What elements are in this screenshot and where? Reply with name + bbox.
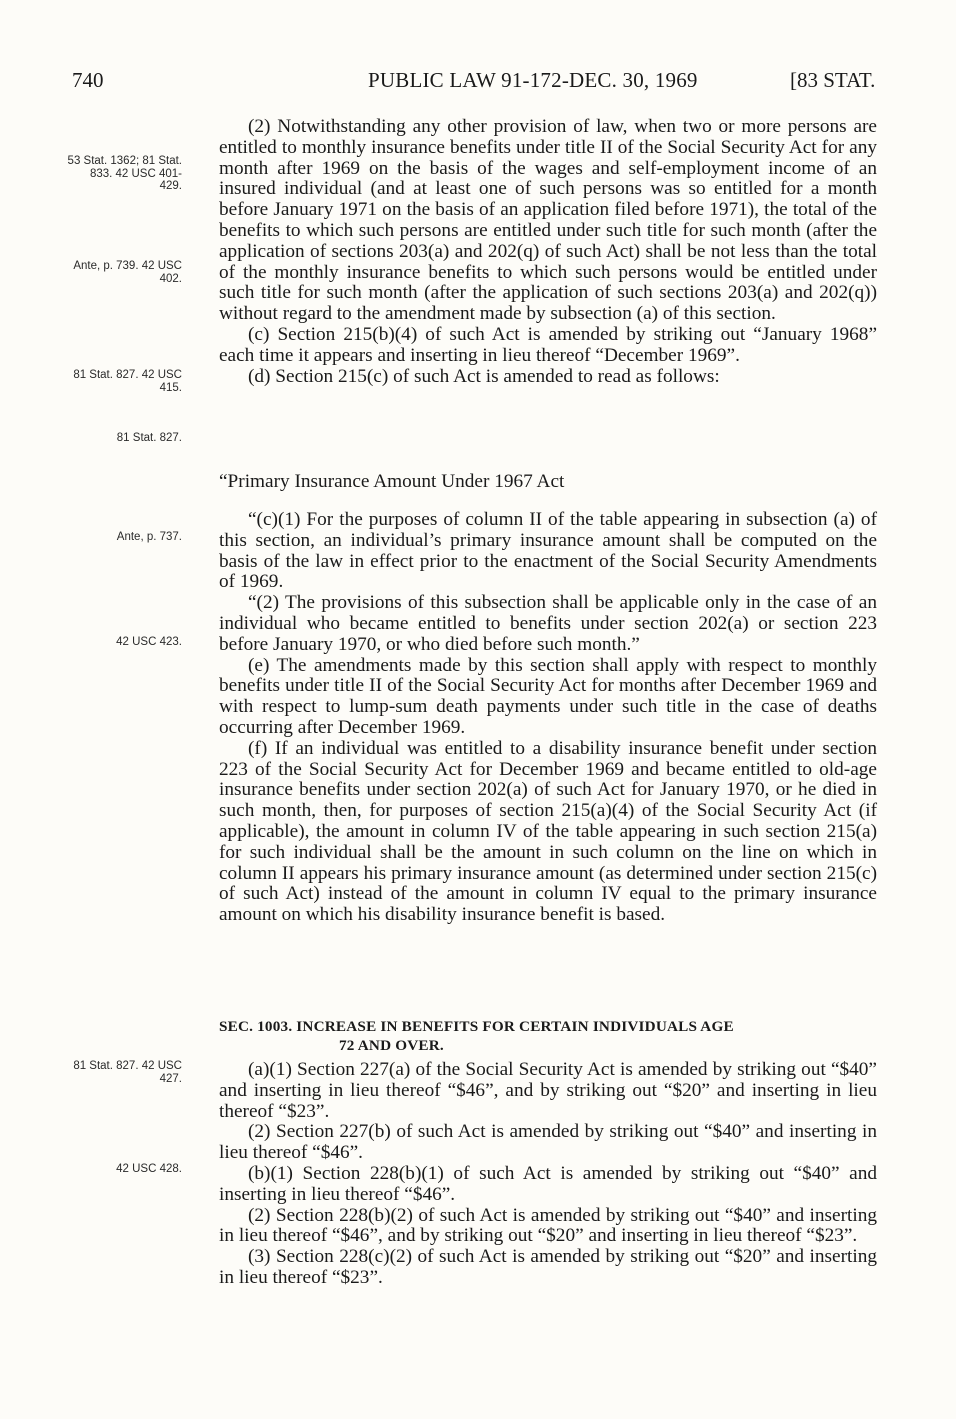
- margin-note-citation: 81 Stat. 827. 42 USC 415.: [73, 369, 182, 394]
- paragraph-b1: (b)(1) Section 228(b)(1) of such Act is amended by striking out “$40” and inserting in lieu thereof “$46”.: [219, 1162, 877, 1205]
- margin-note-citation: Ante, p. 739. 42 USC 402.: [73, 260, 182, 285]
- volume-label: [83 STAT.: [790, 68, 876, 92]
- body-block-4: [219, 1060, 877, 1289]
- margin-note-citation: 42 USC 428.: [116, 1163, 182, 1175]
- paragraph-e: (e) The amendments made by this section shall apply with respect to monthly benefits under title II of the Social Security Act for months after December 1969 and with respect to lump-sum death payments under such title in the case of deaths occurring after December 1969.: [219, 654, 877, 738]
- paragraph-b3: (3) Section 228(c)(2) of such Act is amended by striking out “$20” and inserting in lieu thereof “$23”.: [219, 1246, 877, 1288]
- body-block-3: [219, 510, 877, 926]
- page-header: [0, 64, 956, 100]
- margin-note-citation: 81 Stat. 827. 42 USC 427.: [73, 1060, 182, 1085]
- paragraph-d: (d) Section 215(c) of such Act is amended to read as follows:: [248, 365, 720, 387]
- paragraph-a2: (2) Section 227(b) of such Act is amended by striking out “$40” and inserting in lieu thereof “$46”.: [219, 1121, 877, 1164]
- margin-note-citation: Ante, p. 737.: [116, 531, 182, 543]
- margin-note-citation: 81 Stat. 827.: [116, 432, 182, 444]
- page-number: 740: [72, 68, 104, 92]
- body-block-2: [219, 472, 877, 493]
- subsection-heading: “Primary Insurance Amount Under 1967 Act: [219, 471, 565, 492]
- paragraph-c: (c) Section 215(b)(4) of such Act is amended by striking out “January 1968” each time it appears and inserting in lieu thereof “December 1969”.: [219, 323, 877, 366]
- paragraph-f: (f) If an individual was entitled to a disability insurance benefit under section 223 of the Social Security Act for December 1969 and became entitled to old-age insurance benefits under section 202(a) of such Act for January 1970, or he died in such month, then, for purposes of section 215(a)(4) of the Social Security Act (if applicable), the amount in column IV of the table appearing in such section 215(a) for such individual shall be the amount in such column on the line on which in column II appears his primary insurance amount (as determined under section 215(c) of such Act) instead of the amount in column IV equal to the primary insurance amount on which his disability insurance benefit is based.: [219, 737, 877, 926]
- paragraph-a1: (a)(1) Section 227(a) of the Social Security Act is amended by striking out “$40” and inserting in lieu thereof “$46”, and by striking out “$20” and inserting in lieu thereof “$23”.: [219, 1059, 877, 1122]
- section-heading-line-1: SEC. 1003. INCREASE IN BENEFITS FOR CERTAIN INDIVIDUALS AGE: [219, 1018, 734, 1035]
- paragraph-c1: “(c)(1) For the purposes of column II of the table appearing in subsection (a) of this section, an individual’s primary insurance amount shall be computed on the basis of the law in effect prior to the enactment of the Social Security Amendments of 1969.: [219, 509, 877, 593]
- running-title: PUBLIC LAW 91-172-DEC. 30, 1969: [368, 68, 698, 92]
- section-heading-line-2: 72 AND OVER.: [339, 1037, 444, 1054]
- paragraph-c2: “(2) The provisions of this subsection shall be applicable only in the case of an individual who became entitled to benefits under section 202(a) or section 223 before January 1970, or who died before such month.”: [219, 592, 877, 655]
- paragraph-2: (2) Notwithstanding any other provision of law, when two or more persons are entitled to monthly insurance benefits under title II of the Social Security Act for any month after 1969 on the basis of the wages and self-employment income of an insured individual (and at least one of such persons was so entitled for a month before January 1971 on the basis of an application filed before 1971), the total of the benefits to which such persons are entitled under such title for such month (after the application of sections 203(a) and 202(q) of such Act) shall be not less than the total of the monthly insurance benefits to which such persons would be entitled under such title for such month (after the application of such sections 203(a) and 202(q)) without regard to the amendment made by subsection (a) of this section.: [219, 116, 877, 325]
- section-heading: [219, 1017, 877, 1055]
- body-block-1: [219, 117, 877, 387]
- paragraph-b2: (2) Section 228(b)(2) of such Act is amended by striking out “$40” and inserting in lieu thereof “$46”, and by striking out “$20” and inserting in lieu thereof “$23”.: [219, 1204, 877, 1247]
- margin-note-citation: 42 USC 423.: [116, 636, 182, 648]
- margin-note-citation: 53 Stat. 1362; 81 Stat. 833. 42 USC 401- 429.: [67, 155, 182, 192]
